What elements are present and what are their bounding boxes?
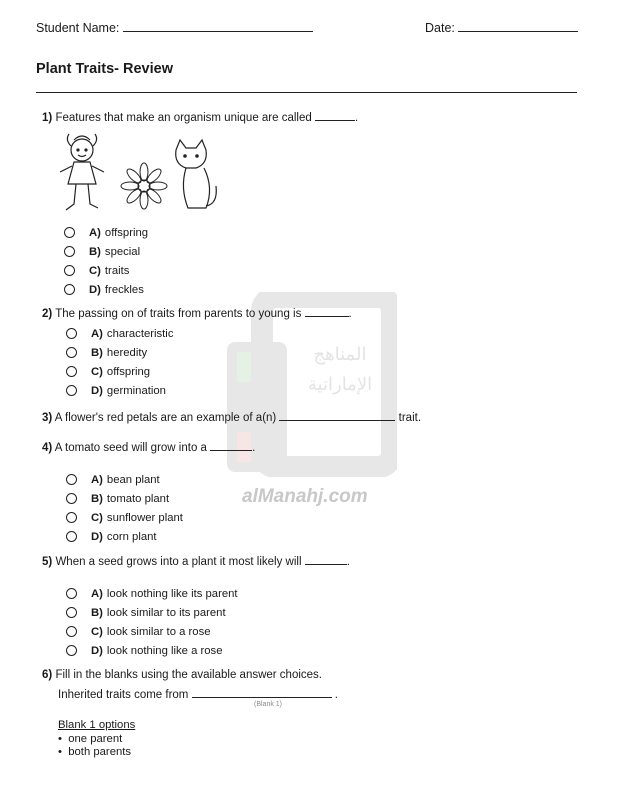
- svg-text:الإماراتية: الإماراتية: [307, 374, 373, 395]
- radio-circle[interactable]: [66, 366, 77, 377]
- question-1-illustration: [52, 128, 222, 218]
- option-4c[interactable]: C) sunflower plant: [66, 508, 183, 527]
- question-4: 4) A tomato seed will grow into a .: [42, 442, 256, 454]
- option-1d[interactable]: D) freckles: [64, 280, 148, 299]
- option-1a[interactable]: A) offspring: [64, 223, 148, 242]
- question-1: 1) Features that make an organism unique are called .: [42, 112, 359, 124]
- blank-1-options-heading: Blank 1 options: [58, 719, 136, 731]
- blank-1-options-list: [58, 733, 131, 758]
- radio-circle[interactable]: [66, 531, 77, 542]
- question-2: 2) The passing on of traits from parents to young is .: [42, 308, 352, 320]
- option-5a[interactable]: A) look nothing like its parent: [66, 584, 238, 603]
- page-title: Plant Traits- Review: [36, 61, 173, 77]
- radio-circle[interactable]: [66, 645, 77, 656]
- question-5: 5) When a seed grows into a plant it most likely will .: [42, 556, 350, 568]
- question-6-sentence: Inherited traits come from .: [58, 689, 338, 701]
- option-5d[interactable]: D) look nothing like a rose: [66, 641, 238, 660]
- blank-1-caption: (Blank 1): [254, 701, 283, 708]
- radio-circle[interactable]: [64, 265, 75, 276]
- student-name-label: Student Name:: [36, 21, 313, 35]
- option-4b[interactable]: B) tomato plant: [66, 489, 183, 508]
- list-item[interactable]: • both parents: [58, 746, 132, 758]
- radio-circle[interactable]: [64, 284, 75, 295]
- option-1b[interactable]: B) special: [64, 242, 148, 261]
- question-4-options: [66, 470, 183, 546]
- question-5-options: [66, 584, 238, 660]
- question-3: 3) A flower's red petals are an example of a(n) trait.: [42, 412, 422, 424]
- question-6: 6) Fill in the blanks using the available answer choices.: [42, 669, 322, 681]
- option-2b[interactable]: B) heredity: [66, 343, 173, 362]
- question-3-blank[interactable]: [279, 411, 395, 421]
- option-4a[interactable]: A) bean plant: [66, 470, 183, 489]
- option-5c[interactable]: C) look similar to a rose: [66, 622, 238, 641]
- radio-circle[interactable]: [66, 626, 77, 637]
- date-label: Date:: [425, 21, 578, 35]
- option-2a[interactable]: A) characteristic: [66, 324, 173, 343]
- option-1c[interactable]: C) traits: [64, 261, 148, 280]
- list-item[interactable]: • one parent: [58, 733, 123, 745]
- date-line[interactable]: [458, 31, 578, 32]
- watermark-site-text: alManahj.com: [242, 486, 368, 507]
- question-2-options: [66, 324, 173, 400]
- option-4d[interactable]: D) corn plant: [66, 527, 183, 546]
- option-5b[interactable]: B) look similar to its parent: [66, 603, 238, 622]
- question-6-blank-1[interactable]: [192, 688, 332, 698]
- flower-illustration-icon: [121, 163, 167, 209]
- radio-circle[interactable]: [64, 227, 75, 238]
- radio-circle[interactable]: [66, 328, 77, 339]
- question-1-options: [64, 223, 148, 299]
- radio-circle[interactable]: [66, 493, 77, 504]
- girl-illustration-icon: [60, 134, 104, 210]
- radio-circle[interactable]: [66, 385, 77, 396]
- radio-circle[interactable]: [66, 347, 77, 358]
- radio-circle[interactable]: [66, 474, 77, 485]
- option-2d[interactable]: D) germination: [66, 381, 173, 400]
- radio-circle[interactable]: [66, 588, 77, 599]
- option-2c[interactable]: C) offspring: [66, 362, 173, 381]
- student-name-line[interactable]: [123, 31, 313, 32]
- radio-circle[interactable]: [66, 512, 77, 523]
- radio-circle[interactable]: [64, 246, 75, 257]
- svg-text:المناهج: المناهج: [313, 344, 367, 365]
- radio-circle[interactable]: [66, 607, 77, 618]
- cat-illustration-icon: [176, 140, 217, 208]
- title-divider: [36, 92, 577, 93]
